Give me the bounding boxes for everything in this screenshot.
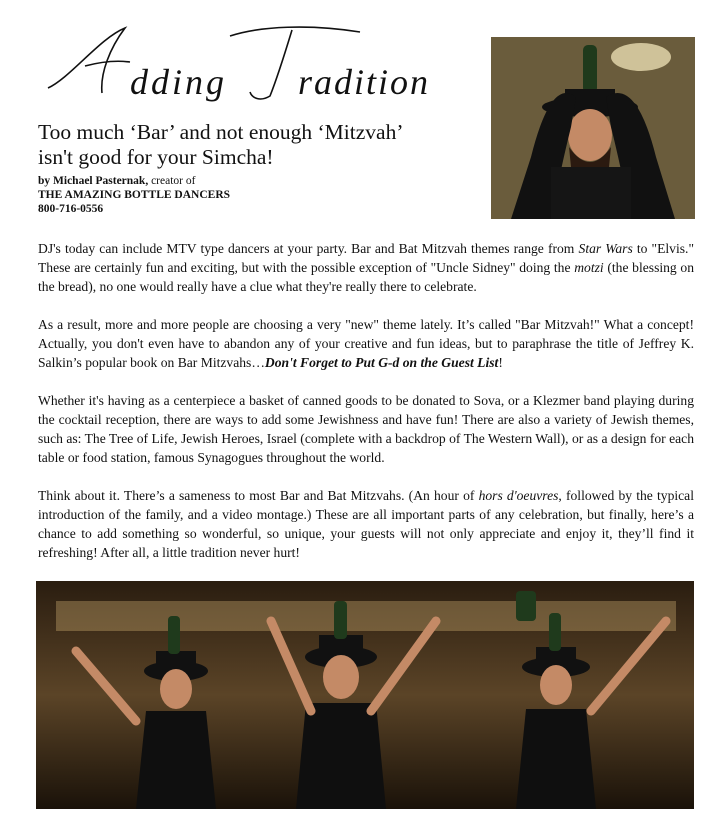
paragraph-3: Whether it's having as a centerpiece a basket of canned goods to be donated to Sova, or a Klezmer band playing during the cocktail reception, there are ways to add some Jewishness and have fun! There are also a variety of Jewish themes, such as: The Tree of Life, Jewish Heroes, Israel (complete with a backdrop of The Western Wall), or as a design for each table or food station, famous Synagogues throughout the world.: [38, 393, 694, 465]
article-body: [38, 239, 694, 581]
p4-hors: hors d'oeuvres: [478, 488, 559, 503]
p1-text-b: to "Elvis." These are certainly fun and exciting, but with the possible exception of "Uncle Sidney" doing the: [38, 241, 694, 275]
paragraph-1: [38, 239, 694, 296]
byline-author: by Michael Pasternak,: [38, 175, 149, 187]
byline: [38, 174, 488, 216]
byline-company: THE AMAZING BOTTLE DANCERS: [38, 189, 231, 201]
byline-phone: 800-716-0556: [38, 203, 104, 215]
dancers-group-photo: [36, 581, 694, 809]
headline-line-2: isn't good for your Simcha!: [38, 145, 274, 169]
svg-text:radition: radition: [298, 62, 431, 102]
headline: [38, 120, 488, 170]
p1-text-a: DJ's today can include MTV type dancers at your party. Bar and Bat Mitzvah themes range from: [38, 241, 579, 256]
paragraph-4: [38, 486, 694, 562]
svg-text:dding: dding: [130, 62, 228, 102]
headline-line-1: Too much ‘Bar’ and not enough ‘Mitzvah’: [38, 120, 404, 144]
bottle-dancer-photo: [491, 37, 695, 219]
p2-text-b: !: [498, 355, 503, 370]
p1-star-wars: Star Wars: [578, 241, 633, 256]
p1-text-c: (the blessing on the bread), no one would really have a clue what they're really there to celebrate.: [38, 260, 695, 294]
p2-book-title: Don't Forget to Put G-d on the Guest List: [264, 355, 499, 370]
title-script-logo: [30, 18, 450, 108]
p2-text-a: As a result, more and more people are choosing a very "new" theme lately. It’s called "Bar Mitzvah!" What a concept! Actually, you don't even have to abandon any of your creative and fun ideas, but to paraphrase the title of Jeffrey K. Salkin’s popular book on Bar Mitzvahs…: [38, 317, 694, 370]
p4-text-a: Think about it. There’s a sameness to most Bar and Bat Mitzvahs. (An hour of: [38, 488, 479, 503]
p4-text-b: , followed by the typical introduction of the family, and a video montage.) These are all important parts of any celebration, but finally, here’s a chance to add something so wonderful, so unique, your guests will not only appreciate and enjoy it, they’ll find it refreshing! After all, a little tradition never hurt!: [38, 488, 694, 560]
paragraph-2: [38, 315, 694, 372]
byline-creator: creator of: [148, 175, 196, 187]
p1-motzi: motzi: [574, 260, 604, 275]
